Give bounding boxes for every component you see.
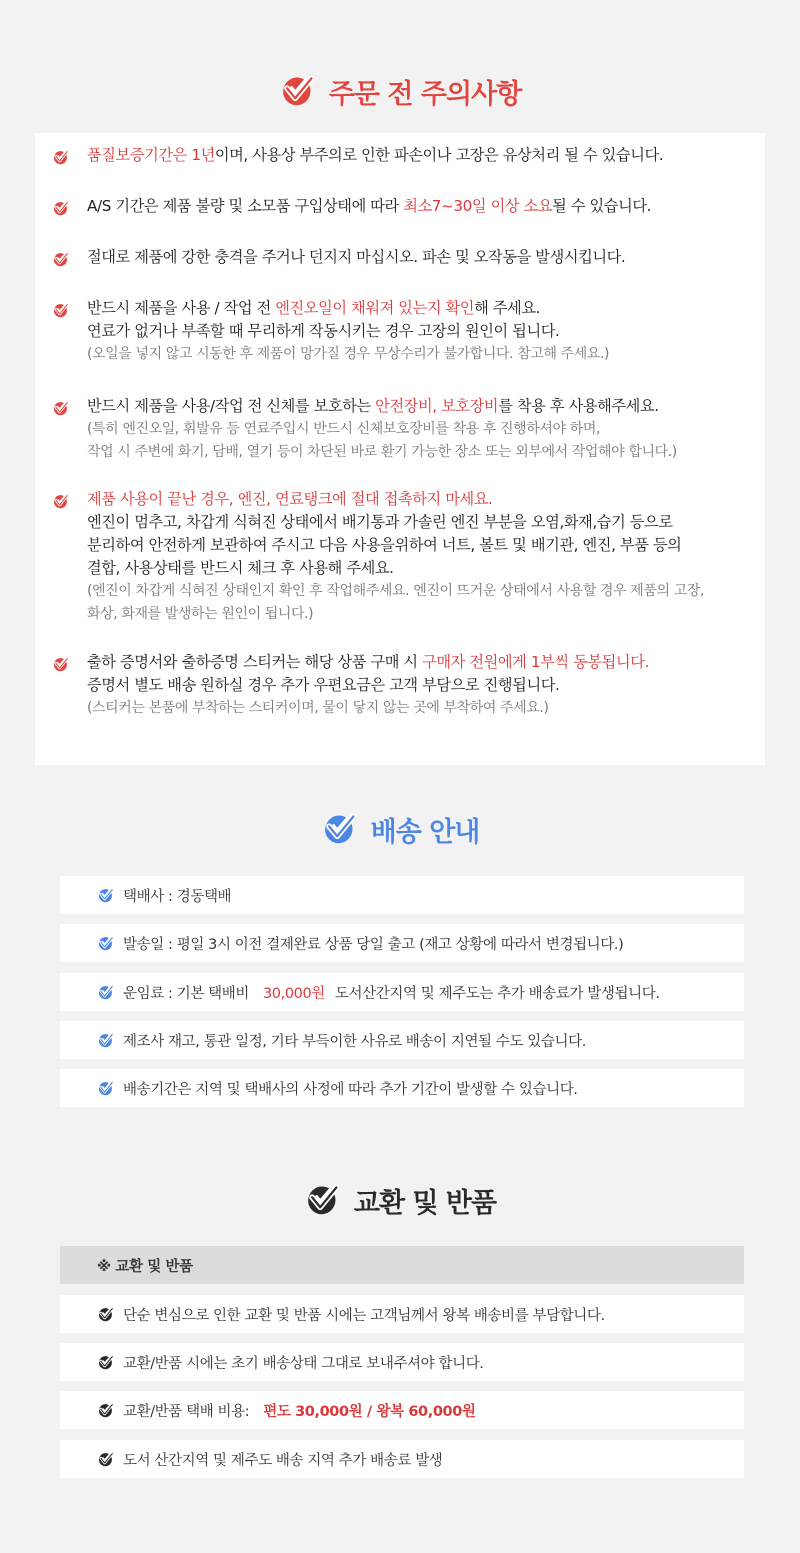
returns-row: 도서 산간지역 및 제주도 배송 지역 추가 배송료 발생 <box>60 1440 744 1478</box>
caution-item: 반드시 제품을 사용 / 작업 전 엔진오일이 채워져 있는지 확인해 주세요. 연료가 없거나 부족할 때 무리하게 작동시키는 경우 고장의 원인이 됩니다. (오일을 넣지 않고 시동한 후 제품이 망가질 경우 무상수리가 불가합니다. 참고해 주세요.) <box>52 297 752 366</box>
returns-header: ※ 교환 및 반품 <box>60 1246 744 1284</box>
shipping-fee: 30,000원 <box>262 985 325 1002</box>
check-badge-icon <box>321 811 357 847</box>
check-badge-icon <box>97 1354 114 1371</box>
caution-section-title: 주문 전 주의사항 <box>0 70 800 112</box>
check-badge-icon <box>52 200 69 217</box>
check-badge-icon <box>97 935 114 952</box>
shipping-row: 배송기간은 지역 및 택배사의 사정에 따라 추가 기간이 발생할 수 있습니다. <box>60 1069 744 1107</box>
shipping-row: 택배사 : 경동택배 <box>60 876 744 914</box>
check-badge-icon <box>304 1182 340 1218</box>
check-badge-icon <box>52 149 69 166</box>
return-fee: 편도 30,000원 / 왕복 60,000원 <box>263 1403 476 1420</box>
check-badge-icon <box>279 73 315 109</box>
returns-section-title: 교환 및 반품 <box>0 1179 800 1221</box>
shipping-section-title: 배송 안내 <box>0 808 800 850</box>
shipping-row: 제조사 재고, 통관 일정, 기타 부득이한 사유로 배송이 지연될 수도 있습니다. <box>60 1021 744 1059</box>
check-badge-icon <box>97 1402 114 1419</box>
caution-item: 제품 사용이 끝난 경우, 엔진, 연료탱크에 절대 접촉하지 마세요. 엔진이 멈추고, 차갑게 식혀진 상태에서 배기통과 가솔린 엔진 부분을 오염,화재,습기 등으로 분리하여 안전하게 보관하여 주시고 다음 사용을위하여 너트, 볼트 및 배기관, 엔진, 부품 등의 결합, 사용상태를 반드시 체크 후 사용해 주세요. (엔진이 차갑게 식혀진 상태인지 확인 후 작업해주세요. 엔진이 뜨거운 상태에서 사용할 경우 제품의 고장, 화상, 화재를 발생하는 원인이 됩니다.) <box>52 488 752 626</box>
returns-row: 교환/반품 택배 비용: 편도 30,000원 / 왕복 60,000원 <box>60 1391 744 1429</box>
caution-item: 반드시 제품을 사용/작업 전 신체를 보호하는 안전장비, 보호장비를 착용 후 사용해주세요. (특히 엔진오일, 휘발유 등 연료주입시 반드시 신체보호장비를 착용 후 진행하셔야 하며, 작업 시 주변에 화기, 담배, 열기 등이 차단된 바로 환기 가능한 장소 또는 외부에서 작업해야 합니다.) <box>52 395 752 464</box>
caution-item: 출하 증명서와 출하증명 스티커는 해당 상품 구매 시 구매자 전원에게 1부씩 동봉됩니다. 증명서 별도 배송 원하실 경우 추가 우편요금은 고객 부담으로 진행됩니다. (스티커는 본품에 부착하는 스티커이며, 물이 닿지 않는 곳에 부착하여 주세요.) <box>52 651 752 720</box>
caution-item: 절대로 제품에 강한 충격을 주거나 던지지 마십시오. 파손 및 오작동을 발생시킵니다. <box>52 246 752 269</box>
check-badge-icon <box>52 656 69 673</box>
caution-item: 품질보증기간은 1년이며, 사용상 부주의로 인한 파손이나 고장은 유상처리 될 수 있습니다. <box>52 144 752 167</box>
check-badge-icon <box>97 1032 114 1049</box>
caution-card <box>35 133 765 765</box>
returns-row: 단순 변심으로 인한 교환 및 반품 시에는 고객님께서 왕복 배송비를 부담합니다. <box>60 1295 744 1333</box>
check-badge-icon <box>97 1080 114 1097</box>
check-badge-icon <box>97 984 114 1001</box>
check-badge-icon <box>52 302 69 319</box>
check-badge-icon <box>52 251 69 268</box>
check-badge-icon <box>97 1306 114 1323</box>
returns-row: 교환/반품 시에는 초기 배송상태 그대로 보내주셔야 합니다. <box>60 1343 744 1381</box>
check-badge-icon <box>97 887 114 904</box>
shipping-row: 운임료 : 기본 택배비 30,000원 도서산간지역 및 제주도는 추가 배송료가 발생됩니다. <box>60 973 744 1011</box>
caution-item: A/S 기간은 제품 불량 및 소모품 구입상태에 따라 최소7~30일 이상 소요될 수 있습니다. <box>52 195 752 218</box>
shipping-row: 발송일 : 평일 3시 이전 결제완료 상품 당일 출고 (재고 상황에 따라서 변경됩니다.) <box>60 924 744 962</box>
check-badge-icon <box>97 1451 114 1468</box>
check-badge-icon <box>52 493 69 510</box>
check-badge-icon <box>52 400 69 417</box>
